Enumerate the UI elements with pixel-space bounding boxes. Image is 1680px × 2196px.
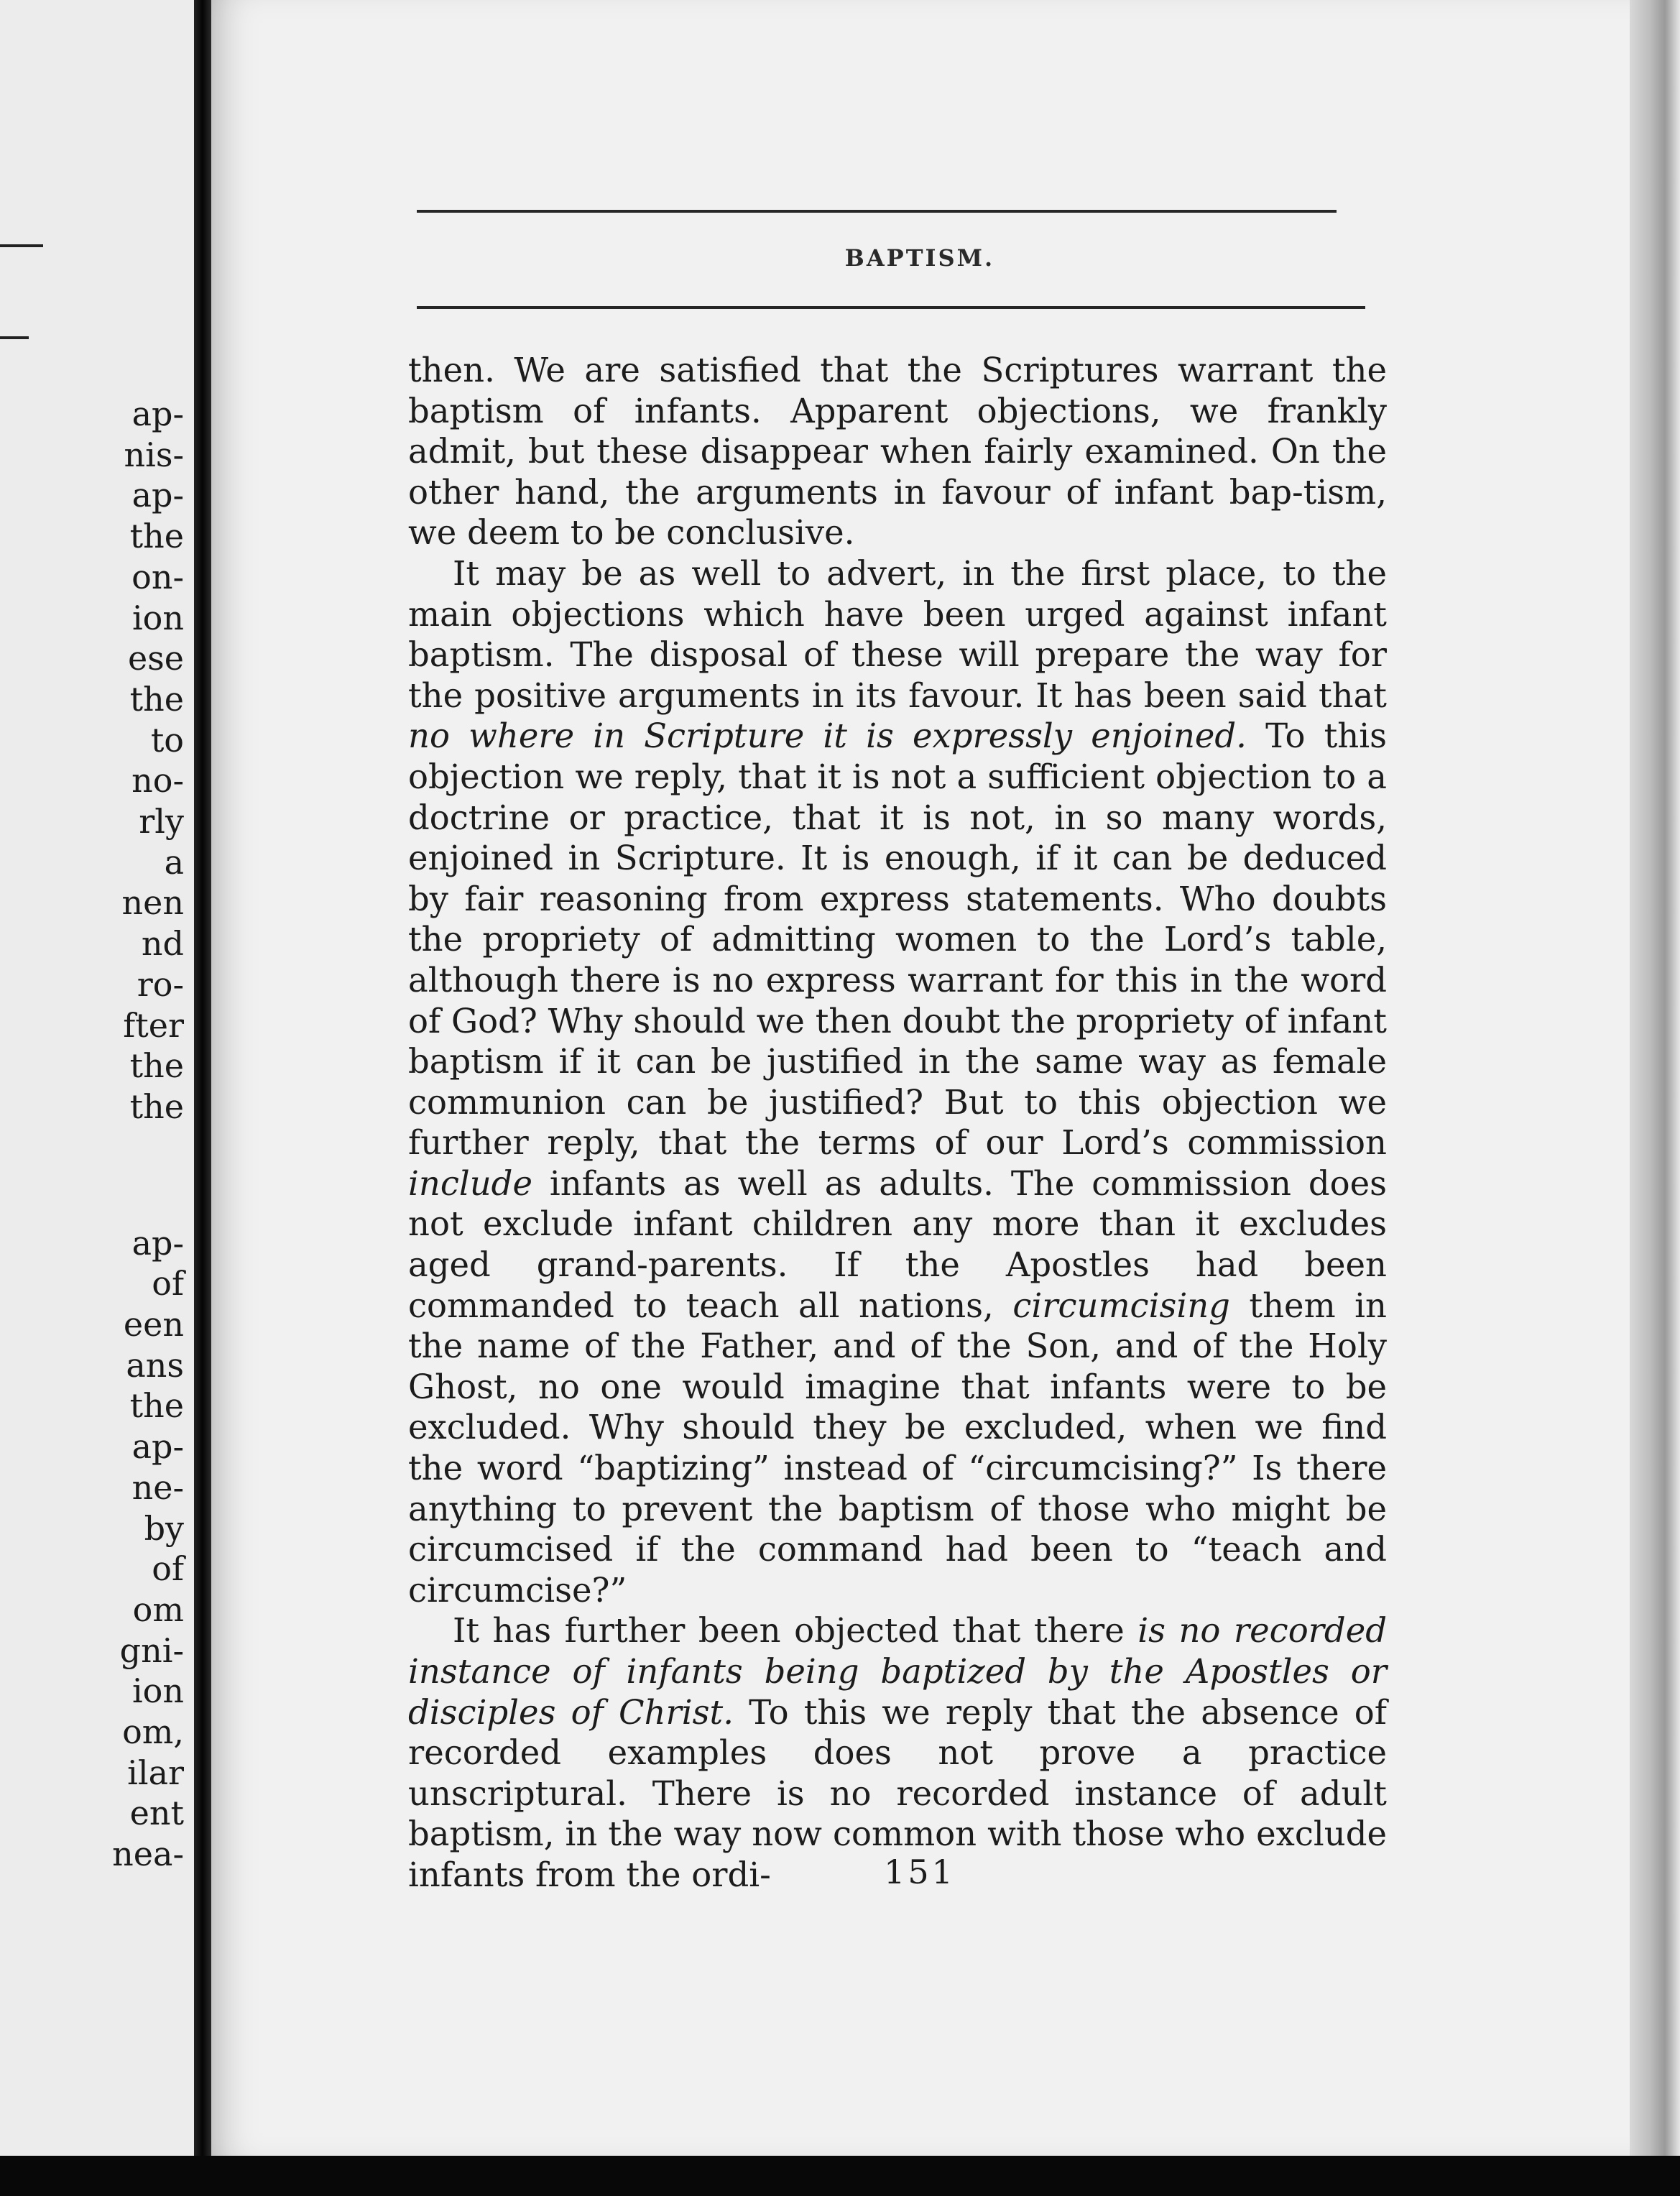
left-page-fragment: no-	[131, 761, 184, 801]
left-facing-page	[0, 0, 194, 2156]
text-run: To this we reply that the absence of recorded examples does not prove a practice unscriptural. There is no recorded instance of adult baptism, in the way now common with those who exclude infants from the ordi-	[408, 1692, 1387, 1894]
left-page-fragment: om	[132, 1590, 184, 1629]
left-page-fragment: een	[123, 1305, 184, 1344]
left-page-fragment: the	[129, 1046, 184, 1086]
left-page-fragment: a	[164, 842, 184, 882]
text-run: then. We are satisfied that the Scriptures warrant the baptism of infants. Apparent objections, we frankly admit, but these disappear when fairly examined. On the other hand, the arguments in favour of infant bap-tism, we deem to be conclusive.	[408, 351, 1387, 553]
paragraph	[408, 350, 1387, 553]
left-page-fragment: rly	[139, 802, 184, 841]
scan-bottom-border	[0, 2156, 1680, 2196]
left-page-fragment: ion	[131, 1671, 184, 1711]
paragraph	[408, 553, 1387, 1610]
left-page-fragment: to	[150, 720, 184, 760]
left-page-fragment: by	[144, 1508, 184, 1548]
text-run: To this objection we reply, that it is not a sufficient objection to a doctrine or practice, that it is not, in so many words, enjoined in Scripture. It is enough, if it can be deduced by fair reasoning from express statements. Who doubts the propriety of admitting women to the Lord’s table, although there is no express warrant for this in the word of God? Why should we then doubt the propriety of infant baptism if it can be justified in the same way as female communion can be justified? But to this objection we further reply, that the terms of our Lord’s commission	[408, 716, 1387, 1163]
header-rule-bottom	[417, 306, 1365, 309]
left-page-fragment: the	[129, 679, 184, 719]
left-page-fragment: om,	[122, 1712, 184, 1751]
page-number: 151	[884, 1853, 956, 1891]
left-page-fragment: nd	[141, 924, 184, 964]
left-page-fragment: nis-	[124, 435, 184, 474]
left-page-fragment: the	[129, 1386, 184, 1426]
left-page-fragment: ilar	[127, 1753, 184, 1792]
left-page-fragment: of	[152, 1549, 184, 1589]
left-page-fragment: ap-	[131, 1223, 184, 1263]
left-page-rule-top	[0, 244, 43, 247]
left-page-fragment: gni-	[119, 1630, 184, 1670]
left-page-fragment: of	[152, 1264, 184, 1304]
left-page-fragment: nea-	[112, 1835, 184, 1874]
left-page-fragment: the	[129, 517, 184, 556]
text-run: infants as well as adults. The commission does not exclude infant children any more than it excludes aged grand-parents. If the Apostles had been commanded to teach all nations,	[408, 1163, 1387, 1325]
body-text	[408, 350, 1387, 1896]
left-page-fragment: fter	[123, 1005, 184, 1045]
left-page-fragment: the	[129, 1087, 184, 1126]
left-page-fragment: ion	[131, 598, 184, 637]
left-page-fragment: ap-	[131, 476, 184, 515]
left-page-fragment: ese	[127, 639, 184, 678]
italic-run: no where in Scripture it is expressly enjoined.	[408, 716, 1247, 756]
text-run: It has further been objected that there	[453, 1611, 1138, 1651]
header-rule-top	[417, 210, 1337, 213]
left-page-fragment: nen	[121, 883, 184, 923]
left-page-fragment: on-	[131, 557, 184, 596]
page-edge	[1630, 0, 1680, 2156]
left-page-fragment: ap-	[131, 395, 184, 433]
left-page-fragment: ne-	[131, 1467, 184, 1507]
italic-run: is no recorded instance of infants being baptized by the Apostles or disciples of Christ.	[408, 1611, 1387, 1732]
left-page-fragment: ap-	[131, 1427, 184, 1467]
left-page-fragment: ent	[129, 1794, 184, 1833]
running-head: BAPTISM.	[844, 244, 995, 272]
left-page-rule-bottom	[0, 336, 29, 339]
book-gutter	[194, 0, 211, 2156]
italic-run: include	[408, 1163, 532, 1203]
text-run: It may be as well to advert, in the first place, to the main objections which have been urged against infant baptism. The disposal of these will prepare the way for the positive arguments in its favour. It has been said that	[408, 553, 1387, 715]
text-run: them in the name of the Father, and of the Son, and of the Holy Ghost, no one would imagine that infants were to be excluded. Why should they be excluded, when we find the word “baptizing” instead of “circumcising?” Is there anything to prevent the baptism of those who might be circumcised if the command had been to “teach and circumcise?”	[408, 1286, 1387, 1610]
left-page-fragment: ro-	[137, 964, 184, 1004]
italic-run: circumcising	[1012, 1286, 1230, 1325]
left-page-fragment: ans	[126, 1345, 184, 1385]
